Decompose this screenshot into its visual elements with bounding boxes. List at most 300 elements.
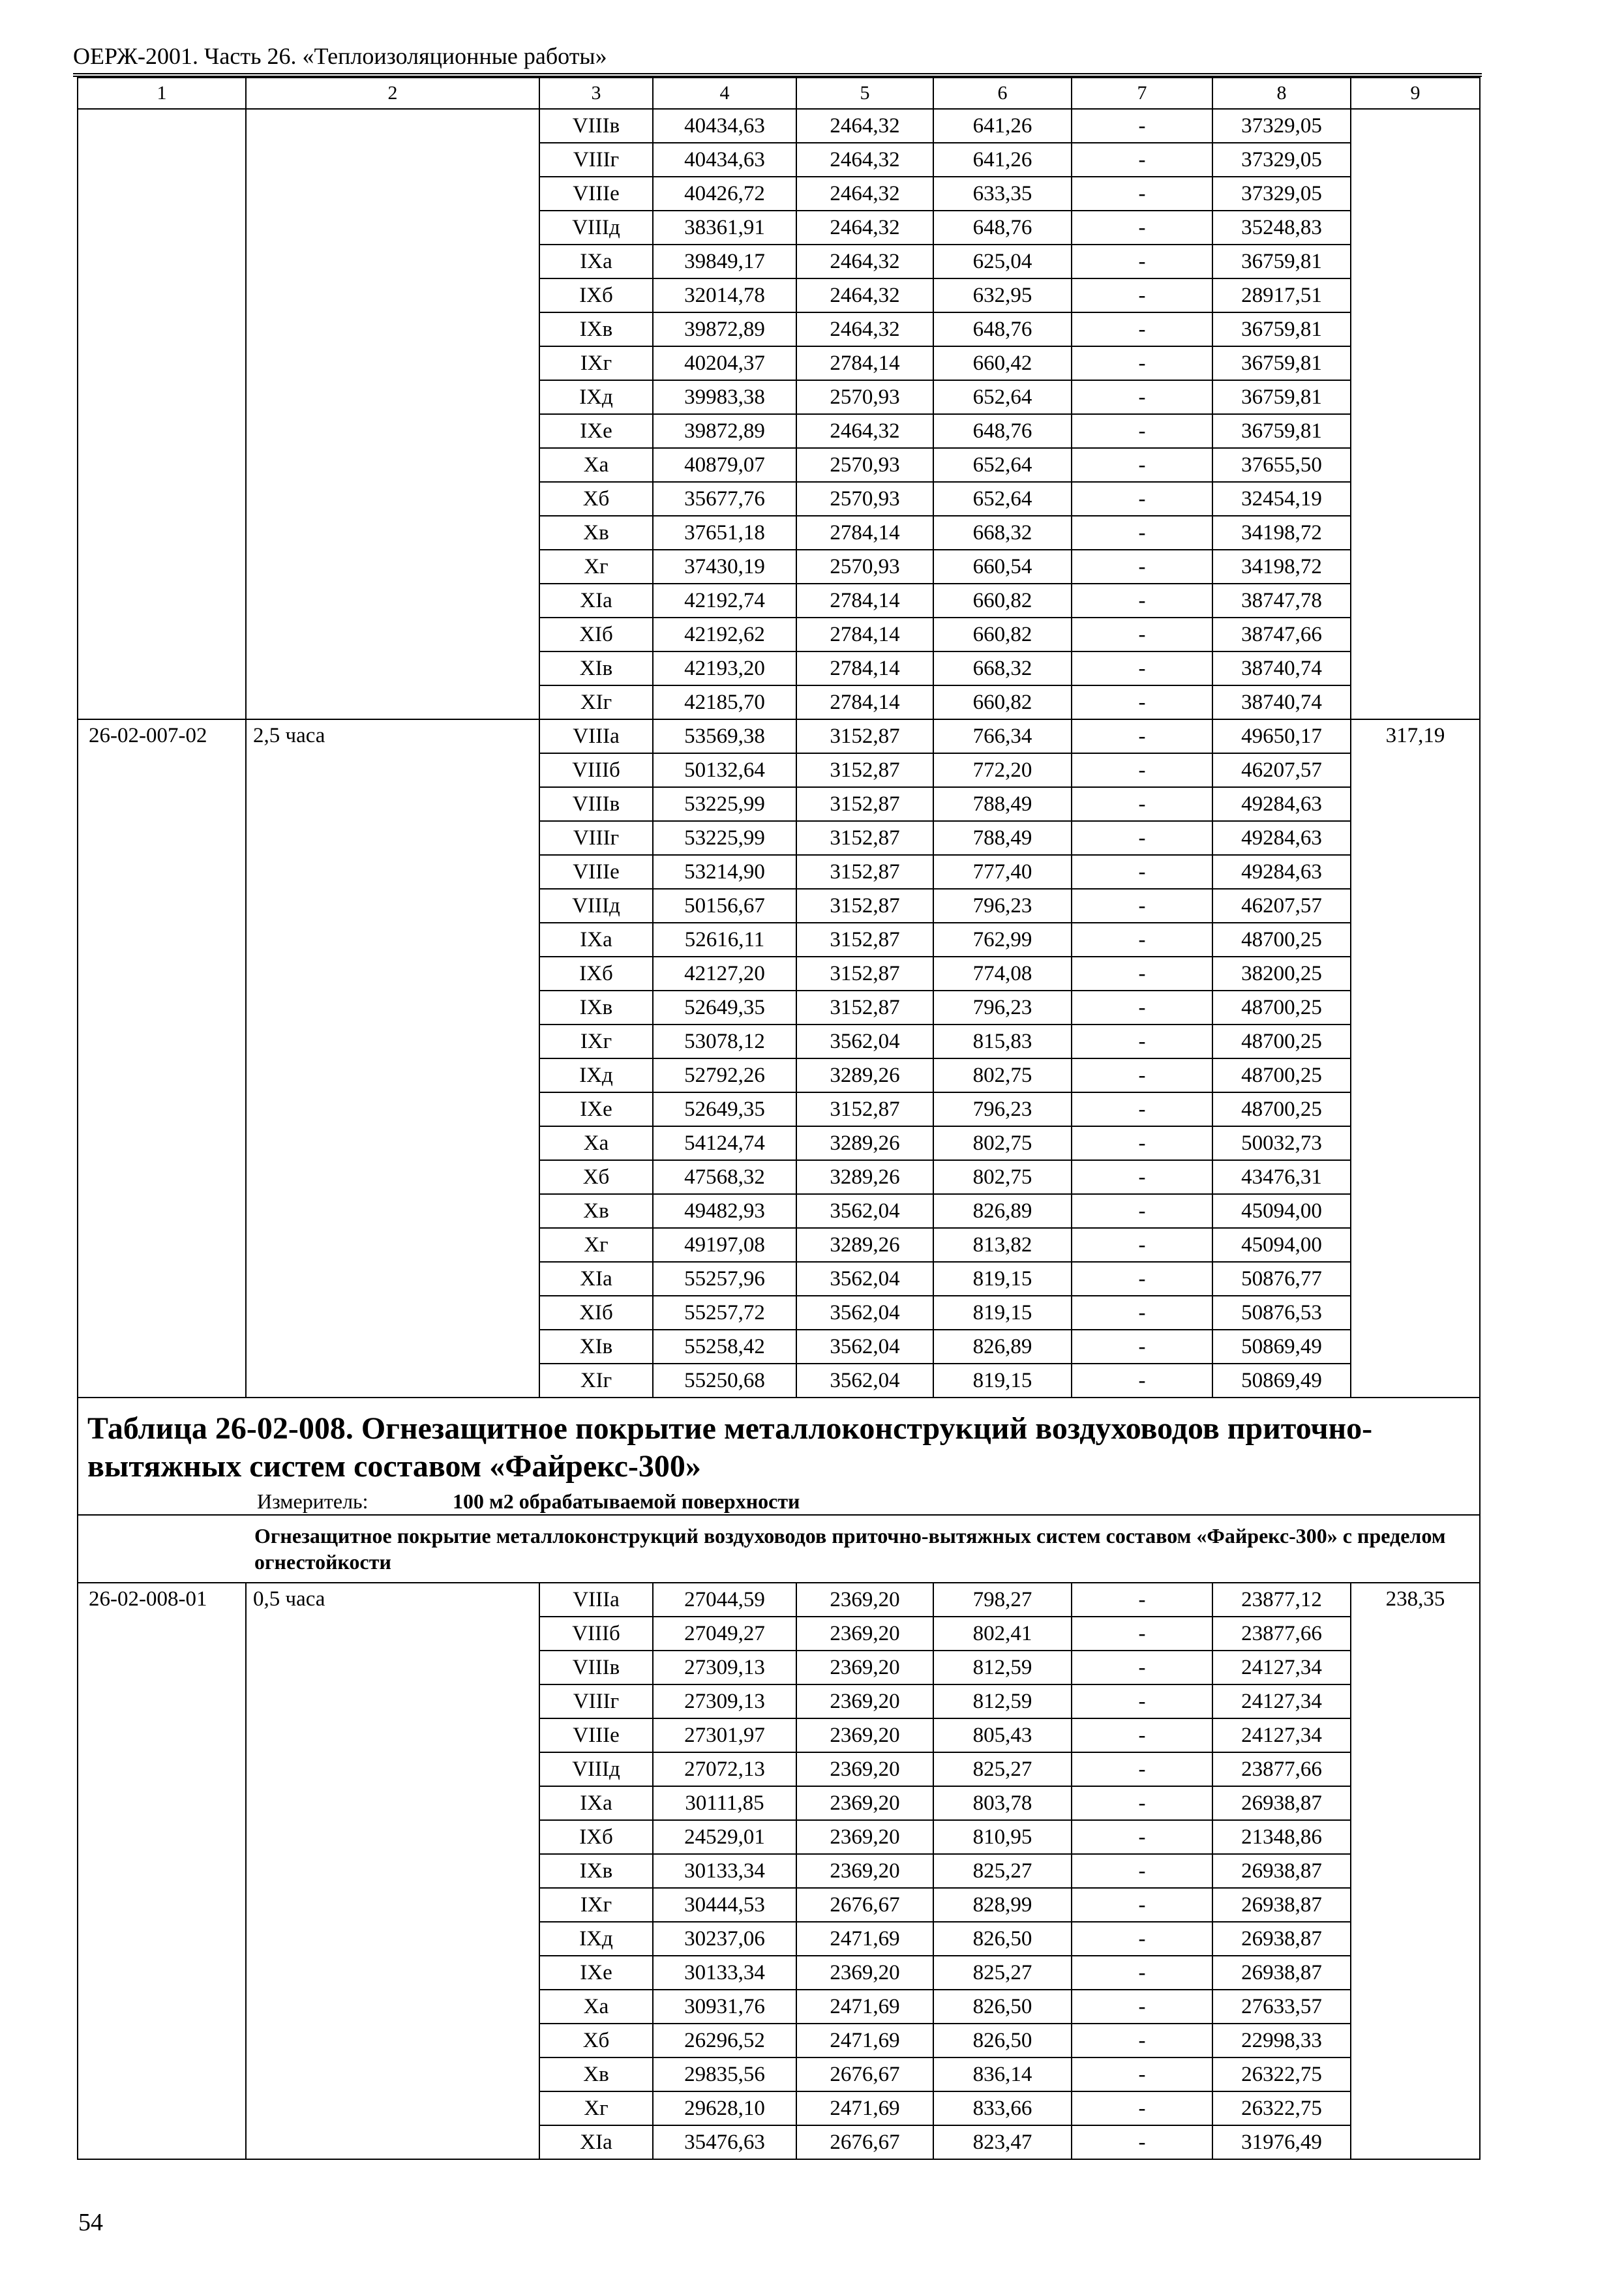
direct-cost-cell: 30237,06 — [653, 1922, 796, 1956]
driver-wage-cell: - — [1072, 651, 1212, 685]
labor-cost-cell: 2369,20 — [796, 1684, 933, 1718]
zone-cell: VIIIв — [539, 787, 653, 821]
labor-cost-cell: 2464,32 — [796, 211, 933, 245]
labor-cost-cell: 3152,87 — [796, 1092, 933, 1126]
fire-resistance-limit: 0,5 часа — [246, 1583, 539, 2159]
zone-cell: IXд — [539, 380, 653, 414]
zone-cell: IXе — [539, 414, 653, 448]
column-number: 5 — [796, 78, 933, 109]
materials-cost-cell: 34198,72 — [1212, 550, 1351, 584]
zone-cell: VIIIг — [539, 1684, 653, 1718]
column-number: 6 — [933, 78, 1072, 109]
machine-cost-cell: 660,42 — [933, 346, 1072, 380]
machine-cost-cell: 815,83 — [933, 1025, 1072, 1058]
machine-cost-cell: 668,32 — [933, 651, 1072, 685]
materials-cost-cell: 36759,81 — [1212, 312, 1351, 346]
rate-code: 26-02-007-02 — [78, 719, 246, 1398]
driver-wage-cell: - — [1072, 245, 1212, 278]
labor-cost-cell: 2570,93 — [796, 550, 933, 584]
direct-cost-cell: 55258,42 — [653, 1330, 796, 1364]
direct-cost-cell: 27309,13 — [653, 1684, 796, 1718]
machine-cost-cell: 641,26 — [933, 143, 1072, 177]
materials-cost-cell: 46207,57 — [1212, 889, 1351, 923]
direct-cost-cell: 39872,89 — [653, 312, 796, 346]
driver-wage-cell: - — [1072, 1228, 1212, 1262]
labor-cost-cell: 3562,04 — [796, 1194, 933, 1228]
driver-wage-cell: - — [1072, 1194, 1212, 1228]
materials-cost-cell: 26322,75 — [1212, 2091, 1351, 2125]
materials-cost-cell: 38740,74 — [1212, 651, 1351, 685]
materials-cost-cell: 21348,86 — [1212, 1820, 1351, 1854]
zone-cell: Xг — [539, 2091, 653, 2125]
driver-wage-cell: - — [1072, 1364, 1212, 1398]
labor-cost-cell: 2784,14 — [796, 584, 933, 618]
direct-cost-cell: 30444,53 — [653, 1888, 796, 1922]
driver-wage-cell: - — [1072, 1854, 1212, 1888]
zone-cell: XIб — [539, 1296, 653, 1330]
zone-cell: IXв — [539, 991, 653, 1025]
materials-cost-cell: 50876,77 — [1212, 1262, 1351, 1296]
direct-cost-cell: 55257,72 — [653, 1296, 796, 1330]
machine-cost-cell: 648,76 — [933, 414, 1072, 448]
zone-cell: IXв — [539, 312, 653, 346]
column-number-row — [78, 78, 1480, 109]
labor-cost-cell: 2464,32 — [796, 245, 933, 278]
direct-cost-cell: 24529,01 — [653, 1820, 796, 1854]
materials-cost-cell: 50869,49 — [1212, 1330, 1351, 1364]
meter-line — [87, 1488, 1474, 1514]
driver-wage-cell: - — [1072, 923, 1212, 957]
zone-cell: VIIIе — [539, 177, 653, 211]
section-subtitle-row — [78, 1515, 1480, 1583]
materials-cost-cell: 31976,49 — [1212, 2125, 1351, 2159]
direct-cost-cell: 53569,38 — [653, 719, 796, 753]
labor-cost-cell: 2464,32 — [796, 312, 933, 346]
direct-cost-cell: 37651,18 — [653, 516, 796, 550]
labor-cost-cell: 2464,32 — [796, 177, 933, 211]
zone-cell: XIв — [539, 651, 653, 685]
fire-resistance-limit — [246, 109, 539, 719]
labor-hours: 238,35 — [1351, 1583, 1480, 2159]
column-number: 4 — [653, 78, 796, 109]
direct-cost-cell: 52649,35 — [653, 1092, 796, 1126]
direct-cost-cell: 29628,10 — [653, 2091, 796, 2125]
driver-wage-cell: - — [1072, 2091, 1212, 2125]
materials-cost-cell: 43476,31 — [1212, 1160, 1351, 1194]
materials-cost-cell: 26938,87 — [1212, 1854, 1351, 1888]
driver-wage-cell: - — [1072, 1684, 1212, 1718]
labor-cost-cell: 3152,87 — [796, 753, 933, 787]
driver-wage-cell: - — [1072, 991, 1212, 1025]
machine-cost-cell: 796,23 — [933, 1092, 1072, 1126]
labor-cost-cell: 2784,14 — [796, 685, 933, 719]
machine-cost-cell: 825,27 — [933, 1752, 1072, 1786]
meter-value: 100 м2 обрабатываемой поверхности — [453, 1489, 800, 1513]
machine-cost-cell: 828,99 — [933, 1888, 1072, 1922]
materials-cost-cell: 37329,05 — [1212, 109, 1351, 143]
machine-cost-cell: 802,75 — [933, 1126, 1072, 1160]
direct-cost-cell: 38361,91 — [653, 211, 796, 245]
machine-cost-cell: 652,64 — [933, 448, 1072, 482]
labor-cost-cell: 3289,26 — [796, 1228, 933, 1262]
driver-wage-cell: - — [1072, 1718, 1212, 1752]
materials-cost-cell: 26938,87 — [1212, 1922, 1351, 1956]
materials-cost-cell: 26938,87 — [1212, 1956, 1351, 1990]
zone-cell: XIб — [539, 618, 653, 651]
materials-cost-cell: 23877,66 — [1212, 1752, 1351, 1786]
driver-wage-cell: - — [1072, 346, 1212, 380]
materials-cost-cell: 49284,63 — [1212, 821, 1351, 855]
materials-cost-cell: 49650,17 — [1212, 719, 1351, 753]
direct-cost-cell: 37430,19 — [653, 550, 796, 584]
labor-cost-cell: 2784,14 — [796, 346, 933, 380]
direct-cost-cell: 53225,99 — [653, 821, 796, 855]
zone-cell: Xб — [539, 1160, 653, 1194]
direct-cost-cell: 35476,63 — [653, 2125, 796, 2159]
machine-cost-cell: 802,41 — [933, 1617, 1072, 1651]
table-title-row — [78, 1398, 1480, 1515]
zone-cell: VIIIа — [539, 719, 653, 753]
driver-wage-cell: - — [1072, 1956, 1212, 1990]
fire-resistance-limit: 2,5 часа — [246, 719, 539, 1398]
driver-wage-cell: - — [1072, 2024, 1212, 2057]
direct-cost-cell: 40879,07 — [653, 448, 796, 482]
machine-cost-cell: 660,82 — [933, 584, 1072, 618]
machine-cost-cell: 652,64 — [933, 482, 1072, 516]
driver-wage-cell: - — [1072, 753, 1212, 787]
zone-cell: XIг — [539, 1364, 653, 1398]
labor-cost-cell: 2369,20 — [796, 1854, 933, 1888]
direct-cost-cell: 54124,74 — [653, 1126, 796, 1160]
machine-cost-cell: 772,20 — [933, 753, 1072, 787]
direct-cost-cell: 27049,27 — [653, 1617, 796, 1651]
column-number: 1 — [78, 78, 246, 109]
machine-cost-cell: 836,14 — [933, 2057, 1072, 2091]
labor-cost-cell: 2570,93 — [796, 448, 933, 482]
direct-cost-cell: 49482,93 — [653, 1194, 796, 1228]
zone-cell: XIг — [539, 685, 653, 719]
direct-cost-cell: 50132,64 — [653, 753, 796, 787]
direct-cost-cell: 52649,35 — [653, 991, 796, 1025]
driver-wage-cell: - — [1072, 1820, 1212, 1854]
machine-cost-cell: 762,99 — [933, 923, 1072, 957]
machine-cost-cell: 805,43 — [933, 1718, 1072, 1752]
materials-cost-cell: 36759,81 — [1212, 245, 1351, 278]
zone-cell: XIа — [539, 2125, 653, 2159]
driver-wage-cell: - — [1072, 312, 1212, 346]
driver-wage-cell: - — [1072, 1126, 1212, 1160]
driver-wage-cell: - — [1072, 2125, 1212, 2159]
zone-cell: IXв — [539, 1854, 653, 1888]
materials-cost-cell: 48700,25 — [1212, 991, 1351, 1025]
zone-cell: Xг — [539, 550, 653, 584]
direct-cost-cell: 39872,89 — [653, 414, 796, 448]
direct-cost-cell: 42192,74 — [653, 584, 796, 618]
labor-cost-cell: 3562,04 — [796, 1330, 933, 1364]
zone-cell: XIа — [539, 1262, 653, 1296]
labor-cost-cell: 2570,93 — [796, 380, 933, 414]
direct-cost-cell: 27072,13 — [653, 1752, 796, 1786]
driver-wage-cell: - — [1072, 1160, 1212, 1194]
driver-wage-cell: - — [1072, 685, 1212, 719]
labor-cost-cell: 3152,87 — [796, 889, 933, 923]
machine-cost-cell: 803,78 — [933, 1786, 1072, 1820]
machine-cost-cell: 648,76 — [933, 312, 1072, 346]
labor-cost-cell: 2471,69 — [796, 1922, 933, 1956]
machine-cost-cell: 798,27 — [933, 1583, 1072, 1617]
zone-cell: VIIIг — [539, 143, 653, 177]
driver-wage-cell: - — [1072, 482, 1212, 516]
zone-cell: XIа — [539, 584, 653, 618]
zone-cell: VIIIд — [539, 211, 653, 245]
zone-cell: IXг — [539, 1888, 653, 1922]
zone-cell: IXа — [539, 923, 653, 957]
machine-cost-cell: 826,89 — [933, 1194, 1072, 1228]
driver-wage-cell: - — [1072, 109, 1212, 143]
driver-wage-cell: - — [1072, 1296, 1212, 1330]
column-number: 7 — [1072, 78, 1212, 109]
labor-cost-cell: 2369,20 — [796, 1617, 933, 1651]
driver-wage-cell: - — [1072, 278, 1212, 312]
materials-cost-cell: 48700,25 — [1212, 1025, 1351, 1058]
driver-wage-cell: - — [1072, 821, 1212, 855]
zone-cell: VIIIд — [539, 889, 653, 923]
column-number: 2 — [246, 78, 539, 109]
labor-cost-cell: 2369,20 — [796, 1651, 933, 1684]
machine-cost-cell: 825,27 — [933, 1956, 1072, 1990]
driver-wage-cell: - — [1072, 1752, 1212, 1786]
labor-cost-cell: 2369,20 — [796, 1718, 933, 1752]
zone-cell: VIIIа — [539, 1583, 653, 1617]
zone-cell: IXб — [539, 278, 653, 312]
machine-cost-cell: 813,82 — [933, 1228, 1072, 1262]
materials-cost-cell: 24127,34 — [1212, 1684, 1351, 1718]
materials-cost-cell: 36759,81 — [1212, 380, 1351, 414]
labor-cost-cell: 3152,87 — [796, 923, 933, 957]
machine-cost-cell: 788,49 — [933, 787, 1072, 821]
materials-cost-cell: 50876,53 — [1212, 1296, 1351, 1330]
machine-cost-cell: 766,34 — [933, 719, 1072, 753]
machine-cost-cell: 641,26 — [933, 109, 1072, 143]
materials-cost-cell: 38747,78 — [1212, 584, 1351, 618]
materials-cost-cell: 26322,75 — [1212, 2057, 1351, 2091]
driver-wage-cell: - — [1072, 1092, 1212, 1126]
labor-cost-cell: 3152,87 — [796, 957, 933, 991]
zone-cell: VIIIб — [539, 753, 653, 787]
materials-cost-cell: 24127,34 — [1212, 1651, 1351, 1684]
zone-cell: IXд — [539, 1922, 653, 1956]
rates-table — [77, 77, 1481, 2160]
machine-cost-cell: 633,35 — [933, 177, 1072, 211]
direct-cost-cell: 49197,08 — [653, 1228, 796, 1262]
zone-cell: XIв — [539, 1330, 653, 1364]
zone-cell: Xа — [539, 1990, 653, 2024]
machine-cost-cell: 777,40 — [933, 855, 1072, 889]
labor-cost-cell: 2369,20 — [796, 1786, 933, 1820]
materials-cost-cell: 26938,87 — [1212, 1786, 1351, 1820]
driver-wage-cell: - — [1072, 1058, 1212, 1092]
table-row — [78, 719, 1480, 753]
labor-cost-cell: 2570,93 — [796, 482, 933, 516]
zone-cell: VIIIд — [539, 1752, 653, 1786]
direct-cost-cell: 39849,17 — [653, 245, 796, 278]
direct-cost-cell: 53214,90 — [653, 855, 796, 889]
machine-cost-cell: 625,04 — [933, 245, 1072, 278]
table-row — [78, 109, 1480, 143]
machine-cost-cell: 819,15 — [933, 1364, 1072, 1398]
machine-cost-cell: 774,08 — [933, 957, 1072, 991]
zone-cell: IXб — [539, 957, 653, 991]
direct-cost-cell: 35677,76 — [653, 482, 796, 516]
direct-cost-cell: 52616,11 — [653, 923, 796, 957]
machine-cost-cell: 648,76 — [933, 211, 1072, 245]
direct-cost-cell: 30111,85 — [653, 1786, 796, 1820]
driver-wage-cell: - — [1072, 1330, 1212, 1364]
labor-cost-cell: 2369,20 — [796, 1583, 933, 1617]
table-row — [78, 1583, 1480, 1617]
section-subtitle: Огнезащитное покрытие металлоконструкций воздуховодов приточно-вытяжных систем составом «Файрекс-300» с пределом огнестойкости — [78, 1515, 1480, 1583]
zone-cell: VIIIг — [539, 821, 653, 855]
zone-cell: IXг — [539, 1025, 653, 1058]
labor-cost-cell: 2676,67 — [796, 1888, 933, 1922]
materials-cost-cell: 28917,51 — [1212, 278, 1351, 312]
driver-wage-cell: - — [1072, 787, 1212, 821]
materials-cost-cell: 50032,73 — [1212, 1126, 1351, 1160]
zone-cell: VIIIе — [539, 855, 653, 889]
zone-cell: IXб — [539, 1820, 653, 1854]
labor-cost-cell: 3152,87 — [796, 821, 933, 855]
direct-cost-cell: 40426,72 — [653, 177, 796, 211]
driver-wage-cell: - — [1072, 1922, 1212, 1956]
materials-cost-cell: 48700,25 — [1212, 1092, 1351, 1126]
machine-cost-cell: 788,49 — [933, 821, 1072, 855]
machine-cost-cell: 660,82 — [933, 618, 1072, 651]
labor-cost-cell: 3289,26 — [796, 1160, 933, 1194]
column-number: 8 — [1212, 78, 1351, 109]
materials-cost-cell: 35248,83 — [1212, 211, 1351, 245]
zone-cell: Xа — [539, 448, 653, 482]
labor-cost-cell: 2369,20 — [796, 1956, 933, 1990]
direct-cost-cell: 30133,34 — [653, 1956, 796, 1990]
direct-cost-cell: 55250,68 — [653, 1364, 796, 1398]
machine-cost-cell: 826,50 — [933, 2024, 1072, 2057]
labor-cost-cell: 2464,32 — [796, 414, 933, 448]
direct-cost-cell: 29835,56 — [653, 2057, 796, 2091]
driver-wage-cell: - — [1072, 448, 1212, 482]
driver-wage-cell: - — [1072, 719, 1212, 753]
direct-cost-cell: 27044,59 — [653, 1583, 796, 1617]
labor-cost-cell: 3562,04 — [796, 1262, 933, 1296]
rate-code: 26-02-008-01 — [78, 1583, 246, 2159]
labor-cost-cell: 2784,14 — [796, 516, 933, 550]
direct-cost-cell: 26296,52 — [653, 2024, 796, 2057]
materials-cost-cell: 38740,74 — [1212, 685, 1351, 719]
materials-cost-cell: 46207,57 — [1212, 753, 1351, 787]
machine-cost-cell: 819,15 — [933, 1296, 1072, 1330]
labor-cost-cell: 3152,87 — [796, 787, 933, 821]
zone-cell: IXа — [539, 245, 653, 278]
zone-cell: VIIIв — [539, 1651, 653, 1684]
zone-cell: Xа — [539, 1126, 653, 1160]
zone-cell: IXе — [539, 1956, 653, 1990]
driver-wage-cell: - — [1072, 1025, 1212, 1058]
materials-cost-cell: 34198,72 — [1212, 516, 1351, 550]
materials-cost-cell: 23877,66 — [1212, 1617, 1351, 1651]
zone-cell: Xв — [539, 1194, 653, 1228]
machine-cost-cell: 825,27 — [933, 1854, 1072, 1888]
driver-wage-cell: - — [1072, 957, 1212, 991]
materials-cost-cell: 23877,12 — [1212, 1583, 1351, 1617]
materials-cost-cell: 37329,05 — [1212, 143, 1351, 177]
machine-cost-cell: 632,95 — [933, 278, 1072, 312]
machine-cost-cell: 810,95 — [933, 1820, 1072, 1854]
machine-cost-cell: 826,50 — [933, 1922, 1072, 1956]
zone-cell: IXа — [539, 1786, 653, 1820]
machine-cost-cell: 812,59 — [933, 1684, 1072, 1718]
column-number: 3 — [539, 78, 653, 109]
machine-cost-cell: 668,32 — [933, 516, 1072, 550]
driver-wage-cell: - — [1072, 1617, 1212, 1651]
labor-cost-cell: 3562,04 — [796, 1025, 933, 1058]
labor-cost-cell: 2464,32 — [796, 109, 933, 143]
direct-cost-cell: 40434,63 — [653, 143, 796, 177]
materials-cost-cell: 24127,34 — [1212, 1718, 1351, 1752]
direct-cost-cell: 40434,63 — [653, 109, 796, 143]
meter-label: Измеритель: — [257, 1489, 368, 1513]
machine-cost-cell: 796,23 — [933, 991, 1072, 1025]
driver-wage-cell: - — [1072, 584, 1212, 618]
machine-cost-cell: 826,50 — [933, 1990, 1072, 2024]
zone-cell: VIIIе — [539, 1718, 653, 1752]
zone-cell: IXд — [539, 1058, 653, 1092]
materials-cost-cell: 37655,50 — [1212, 448, 1351, 482]
direct-cost-cell: 39983,38 — [653, 380, 796, 414]
labor-cost-cell: 2784,14 — [796, 618, 933, 651]
driver-wage-cell: - — [1072, 1786, 1212, 1820]
materials-cost-cell: 37329,05 — [1212, 177, 1351, 211]
direct-cost-cell: 42127,20 — [653, 957, 796, 991]
materials-cost-cell: 50869,49 — [1212, 1364, 1351, 1398]
zone-cell: Xб — [539, 2024, 653, 2057]
labor-cost-cell: 2369,20 — [796, 1752, 933, 1786]
labor-cost-cell: 2464,32 — [796, 278, 933, 312]
machine-cost-cell: 802,75 — [933, 1058, 1072, 1092]
labor-cost-cell: 3289,26 — [796, 1058, 933, 1092]
direct-cost-cell: 27301,97 — [653, 1718, 796, 1752]
zone-cell: Xв — [539, 2057, 653, 2091]
direct-cost-cell: 47568,32 — [653, 1160, 796, 1194]
direct-cost-cell: 50156,67 — [653, 889, 796, 923]
zone-cell: Xб — [539, 482, 653, 516]
driver-wage-cell: - — [1072, 2057, 1212, 2091]
machine-cost-cell: 652,64 — [933, 380, 1072, 414]
materials-cost-cell: 38200,25 — [1212, 957, 1351, 991]
direct-cost-cell: 53078,12 — [653, 1025, 796, 1058]
materials-cost-cell: 26938,87 — [1212, 1888, 1351, 1922]
zone-cell: Xв — [539, 516, 653, 550]
labor-cost-cell: 2676,67 — [796, 2057, 933, 2091]
direct-cost-cell: 42185,70 — [653, 685, 796, 719]
labor-cost-cell: 2676,67 — [796, 2125, 933, 2159]
materials-cost-cell: 22998,33 — [1212, 2024, 1351, 2057]
driver-wage-cell: - — [1072, 550, 1212, 584]
machine-cost-cell: 802,75 — [933, 1160, 1072, 1194]
labor-cost-cell: 2784,14 — [796, 651, 933, 685]
zone-cell: Xг — [539, 1228, 653, 1262]
zone-cell: VIIIб — [539, 1617, 653, 1651]
direct-cost-cell: 42193,20 — [653, 651, 796, 685]
direct-cost-cell: 40204,37 — [653, 346, 796, 380]
